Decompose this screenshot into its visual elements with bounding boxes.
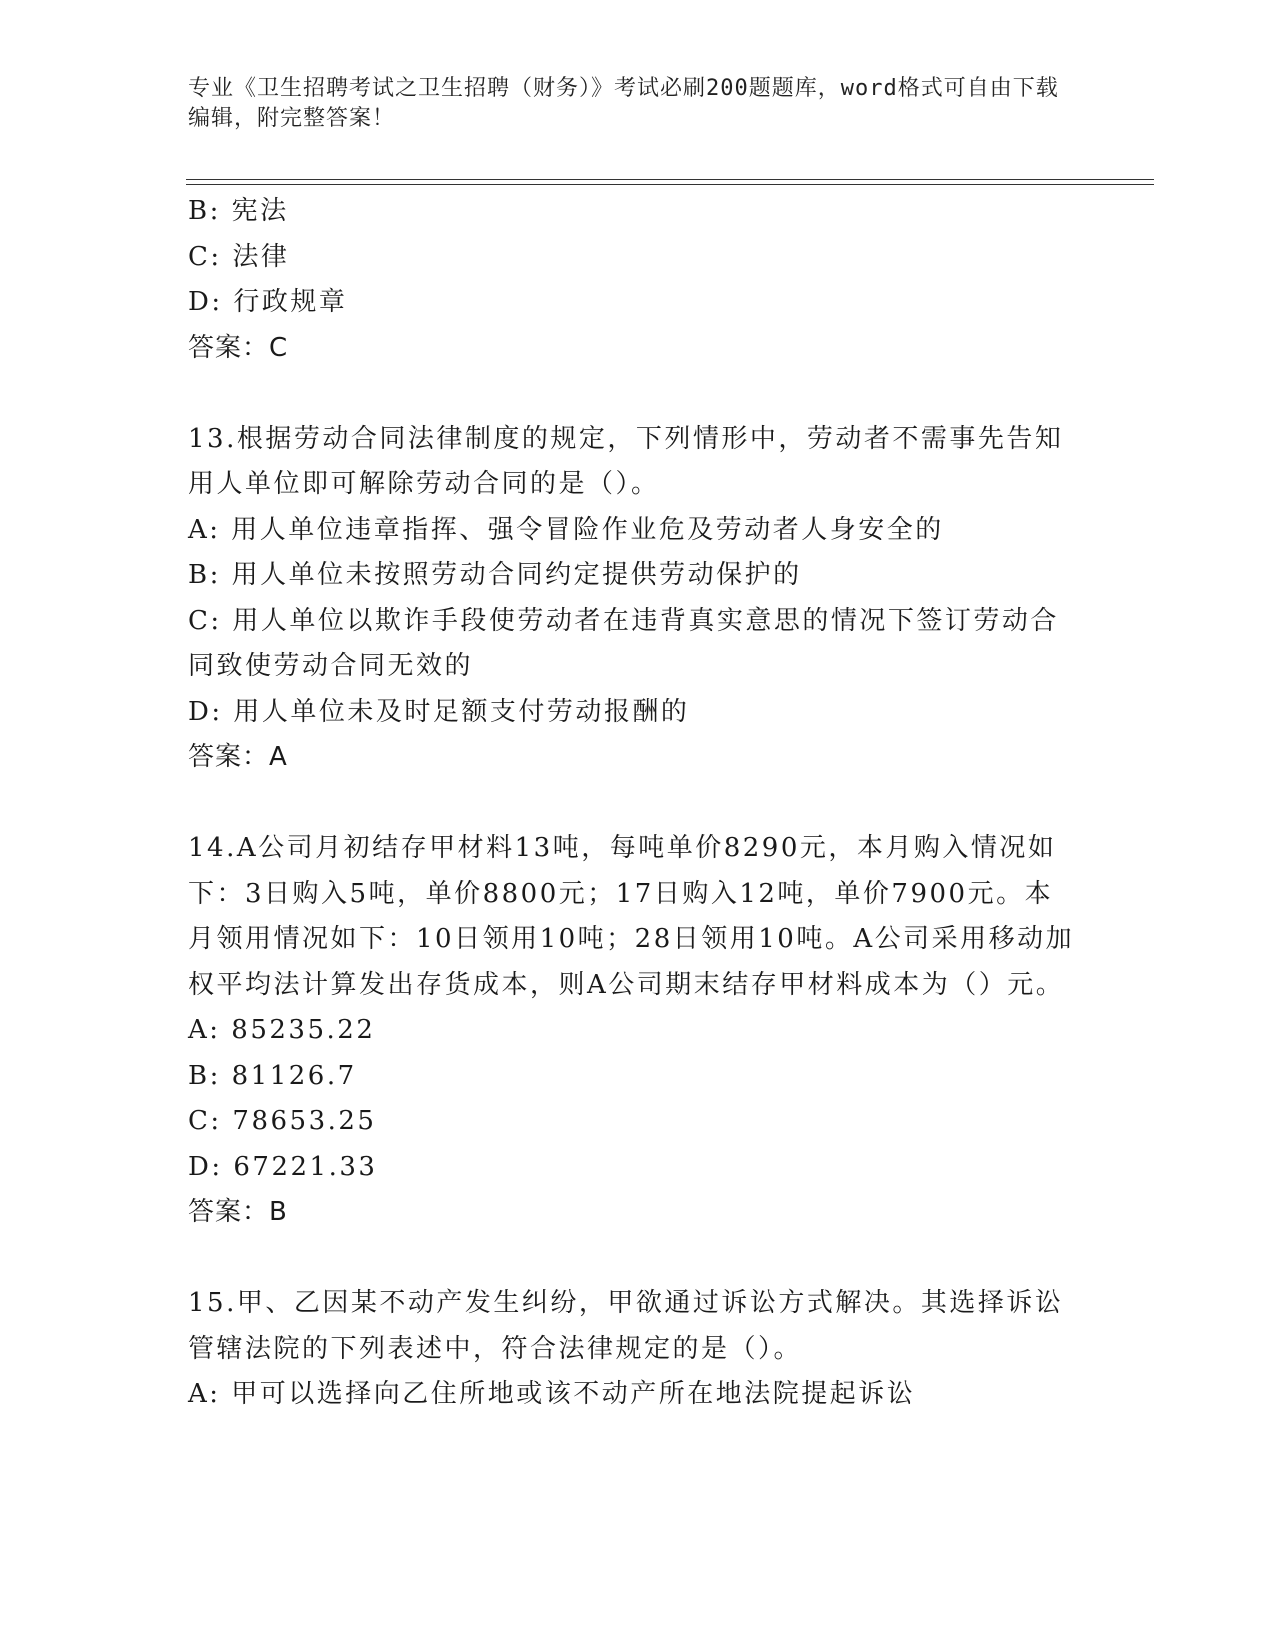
option-b: B: 宪法 <box>188 196 289 226</box>
option-d: D: 用人单位未及时足额支付劳动报酬的 <box>188 696 690 727</box>
option-a: A: 用人单位违章指挥、强令冒险作业危及劳动者人身安全的 <box>188 514 944 545</box>
option-c: C: 用人单位以欺诈手段使劳动者在违背真实意思的情况下签订劳动合同致使劳动合同无效的 <box>188 605 1059 681</box>
question-gap <box>188 781 1078 827</box>
question-13 <box>188 417 1078 781</box>
option-b: B: 81126.7 <box>188 1060 357 1091</box>
document-header: 专业《卫生招聘考试之卫生招聘（财务）》考试必刷200题题库，word格式可自由下载编辑，附完整答案！ <box>188 76 1059 131</box>
question-content <box>188 189 1078 1418</box>
option-a: A: 甲可以选择向乙住所地或该不动产所在地法院提起诉讼 <box>188 1379 916 1409</box>
question-stem: 14.A公司月初结存甲材料13吨，每吨单价8290元，本月购入情况如下：3日购入5吨，单价8800元；17日购入12吨，单价7900元。本月领用情况如下：10日领用10吨；28日领用10吨。A公司采用移动加权平均法计算发出存货成本，则A公司期末结存甲材料成本为（）元。 <box>188 833 1075 1000</box>
question-gap <box>188 1236 1078 1282</box>
option-d: D: 67221.33 <box>188 1151 378 1182</box>
option-c: C: 78653.25 <box>188 1106 377 1136</box>
option-d: D: 行政规章 <box>188 287 348 317</box>
answer-line: 答案：B <box>188 1197 288 1227</box>
question-stem: 13.根据劳动合同法律制度的规定，下列情形中，劳动者不需事先告知用人单位即可解除劳动合同的是（）。 <box>188 423 1064 499</box>
question-15 <box>188 1281 1078 1418</box>
option-c: C: 法律 <box>188 241 290 272</box>
answer-line: 答案：C <box>188 332 289 363</box>
question-stem: 15.甲、乙因某不动产发生纠纷，甲欲通过诉讼方式解决。其选择诉讼管辖法院的下列表述中，符合法律规定的是（）。 <box>188 1288 1064 1364</box>
header-divider-bottom <box>186 184 1154 185</box>
answer-line: 答案：A <box>188 742 288 772</box>
question-14 <box>188 826 1078 1236</box>
option-a: A: 85235.22 <box>188 1015 376 1045</box>
option-b: B: 用人单位未按照劳动合同约定提供劳动保护的 <box>188 560 802 590</box>
header-divider-top <box>186 179 1154 180</box>
question-gap <box>188 371 1078 417</box>
question-12-tail <box>188 189 1078 371</box>
